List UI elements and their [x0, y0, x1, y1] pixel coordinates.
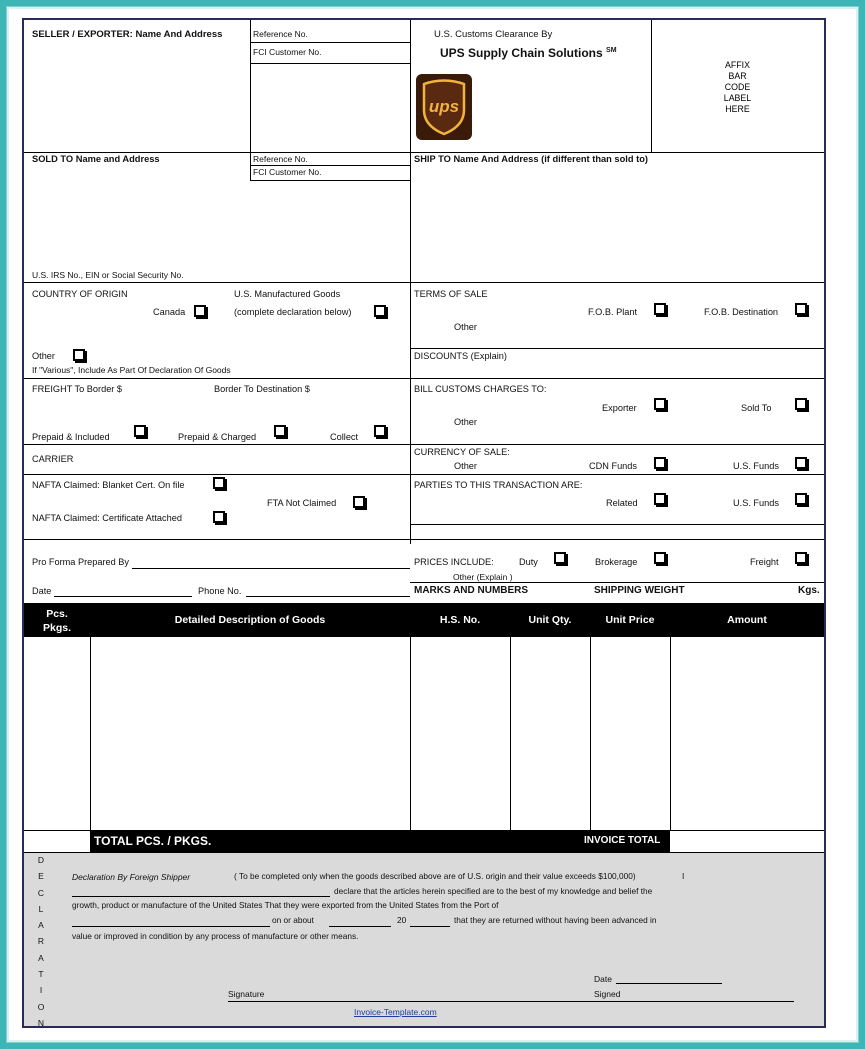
- divider: [250, 20, 251, 152]
- origin-various-note: If "Various", Include As Part Of Declaration Of Goods: [32, 365, 231, 375]
- prices-include-label: PRICES INCLUDE:: [414, 557, 494, 567]
- vertical-letter: C: [37, 887, 45, 898]
- unit-qty-header: Unit Qty.: [528, 614, 572, 626]
- currency-other-label: Other: [454, 461, 477, 471]
- footer-link[interactable]: Invoice-Template.com: [354, 1007, 437, 1017]
- signature-line[interactable]: [228, 1001, 794, 1002]
- freight-checkbox[interactable]: [795, 552, 807, 564]
- ups-logo-icon: [416, 74, 472, 140]
- parties-label: PARTIES TO THIS TRANSACTION ARE:: [414, 480, 583, 490]
- ups-logo-text: ups: [428, 97, 460, 116]
- bill-exporter-label: Exporter: [602, 403, 637, 413]
- column-divider: [510, 637, 511, 830]
- seller-label: SELLER / EXPORTER: Name And Address: [32, 29, 223, 40]
- duty-label: Duty: [519, 557, 538, 567]
- divider: [250, 180, 410, 181]
- border-destination-label: Border To Destination $: [214, 384, 310, 394]
- declaration-title: Declaration By Foreign Shipper: [72, 872, 191, 882]
- vertical-letter: D: [37, 855, 45, 865]
- proforma-phone-label: Phone No.: [198, 586, 242, 596]
- fob-plant-checkbox[interactable]: [654, 303, 666, 315]
- us-funds-checkbox[interactable]: [795, 457, 807, 469]
- nafta-blanket-checkbox[interactable]: [213, 477, 225, 489]
- proforma-phone-line[interactable]: [246, 596, 410, 597]
- seller-fci-label: FCI Customer No.: [253, 47, 322, 57]
- currency-label: CURRENCY OF SALE:: [414, 447, 510, 457]
- column-divider: [590, 637, 591, 830]
- divider: [24, 539, 824, 540]
- invoice-total-label: INVOICE TOTAL: [584, 835, 661, 846]
- proforma-date-line[interactable]: [54, 596, 192, 597]
- us-goods-checkbox[interactable]: [374, 305, 386, 317]
- canada-label: Canada: [153, 307, 186, 317]
- divider: [410, 348, 824, 349]
- freight-label: Freight: [750, 557, 779, 567]
- declaration-date-label: Date: [594, 974, 612, 984]
- barcode-line: CODE: [724, 82, 751, 92]
- proforma-date-label: Date: [32, 586, 52, 596]
- parties-us-funds-label: U.S. Funds: [733, 498, 779, 508]
- terms-label: TERMS OF SALE: [414, 289, 488, 299]
- divider: [410, 582, 824, 583]
- total-bar: [90, 830, 670, 852]
- divider: [250, 165, 410, 166]
- prepaid-charged-checkbox[interactable]: [274, 425, 286, 437]
- divider: [250, 152, 251, 181]
- declaration-line4: value or improved in condition by any process of manufacture or other means.: [72, 931, 359, 941]
- divider: [410, 524, 824, 525]
- barcode-line: AFFIX: [725, 60, 750, 70]
- vertical-letter: T: [38, 969, 44, 980]
- on-or-about-label: on or about: [272, 915, 314, 925]
- ups-company-name: [440, 46, 617, 60]
- bill-sold-to-checkbox[interactable]: [795, 398, 807, 410]
- total-pcs-label: TOTAL PCS. / PKGS.: [94, 834, 212, 848]
- vertical-letter: A: [38, 920, 44, 931]
- declaration-i: I: [682, 871, 685, 881]
- column-divider: [410, 637, 411, 830]
- shipping-weight-label: SHIPPING WEIGHT: [594, 585, 685, 596]
- declaration-date-line[interactable]: [616, 983, 722, 984]
- vertical-letter: R: [37, 936, 45, 947]
- us-goods-label: U.S. Manufactured Goods: [234, 289, 341, 299]
- nafta-cert-label: NAFTA Claimed: Certificate Attached: [32, 513, 182, 523]
- declaration-line1: declare that the articles herein specified are to the best of my knowledge and belief the: [334, 886, 653, 896]
- bill-customs-label: BILL CUSTOMS CHARGES TO:: [414, 384, 547, 394]
- barcode-line: LABEL: [723, 93, 752, 103]
- vertical-letter: L: [38, 903, 44, 914]
- service-mark: SM: [606, 47, 617, 54]
- prepaid-included-checkbox[interactable]: [134, 425, 146, 437]
- prepaid-included-label: Prepaid & Included: [32, 432, 110, 442]
- us-funds-label: U.S. Funds: [733, 461, 779, 471]
- divider: [24, 444, 824, 445]
- collect-label: Collect: [330, 432, 359, 442]
- vertical-letter: I: [39, 985, 43, 996]
- vertical-letter: E: [38, 871, 44, 882]
- collect-checkbox[interactable]: [374, 425, 386, 437]
- column-divider: [90, 637, 91, 830]
- origin-other-checkbox[interactable]: [73, 349, 85, 361]
- canada-checkbox[interactable]: [194, 305, 206, 317]
- parties-us-funds-checkbox[interactable]: [795, 493, 807, 505]
- vertical-letter: A: [38, 952, 44, 963]
- declaration-line2: growth, product or manufacture of the United States That they were exported from the United States from the Port of: [72, 900, 499, 910]
- carrier-label: CARRIER: [32, 454, 74, 464]
- description-header: Detailed Description of Goods: [174, 614, 326, 626]
- signature-label: Signature: [228, 989, 265, 999]
- declaration-vertical-label: [36, 852, 46, 1031]
- declaration-note: ( To be completed only when the goods described above are of U.S. origin and their value exceeds $100,000): [234, 871, 636, 881]
- divider: [250, 42, 410, 43]
- barcode-placeholder: [651, 60, 824, 115]
- fta-not-claimed-label: FTA Not Claimed: [267, 498, 337, 508]
- divider: [24, 152, 824, 153]
- fob-destination-checkbox[interactable]: [795, 303, 807, 315]
- goods-table-header: [24, 603, 824, 637]
- fob-destination-label: F.O.B. Destination: [704, 307, 779, 317]
- origin-other-label: Other: [32, 351, 55, 361]
- brokerage-checkbox[interactable]: [654, 552, 666, 564]
- barcode-line: BAR: [728, 71, 747, 81]
- brokerage-label: Brokerage: [595, 557, 638, 567]
- prices-other-label: Other (Explain ): [453, 572, 513, 582]
- hs-header: H.S. No.: [439, 614, 481, 626]
- declaration-returned: that they are returned without having been advanced in: [454, 915, 657, 925]
- fta-not-claimed-checkbox[interactable]: [353, 496, 365, 508]
- pkgs-header: Pkgs.: [42, 622, 71, 634]
- irs-number-label: U.S. IRS No., EIN or Social Security No.: [32, 270, 184, 280]
- invoice-sheet: [22, 18, 826, 1028]
- vertical-letter: O: [37, 1001, 45, 1012]
- ship-to-label: SHIP TO Name And Address (if different than sold to): [414, 154, 648, 164]
- cdn-funds-checkbox[interactable]: [654, 457, 666, 469]
- amount-header: Amount: [727, 614, 767, 626]
- ups-company-text: UPS Supply Chain Solutions: [440, 46, 603, 60]
- divider: [24, 282, 824, 283]
- divider: [24, 378, 824, 379]
- duty-checkbox[interactable]: [554, 552, 566, 564]
- nafta-cert-checkbox[interactable]: [213, 511, 225, 523]
- customs-clearance-label: U.S. Customs Clearance By: [434, 29, 553, 40]
- date-line[interactable]: [329, 926, 391, 927]
- us-goods-note: (complete declaration below): [234, 307, 352, 317]
- related-label: Related: [606, 498, 638, 508]
- nafta-blanket-label: NAFTA Claimed: Blanket Cert. On file: [32, 480, 185, 490]
- declarant-name-line[interactable]: [72, 896, 330, 897]
- terms-other-label: Other: [454, 322, 477, 332]
- divider: [250, 63, 410, 64]
- proforma-prepared-label: Pro Forma Prepared By: [32, 557, 130, 567]
- discounts-label: DISCOUNTS (Explain): [414, 351, 507, 361]
- vertical-letter: N: [37, 1017, 45, 1028]
- proforma-prepared-line[interactable]: [132, 568, 410, 569]
- freight-border-label: FREIGHT To Border $: [32, 384, 123, 394]
- bill-sold-to-label: Sold To: [741, 403, 772, 413]
- sold-reference-label: Reference No.: [253, 154, 308, 164]
- bill-exporter-checkbox[interactable]: [654, 398, 666, 410]
- bill-other-label: Other: [454, 417, 477, 427]
- year-prefix-label: 20: [397, 915, 407, 925]
- origin-label: COUNTRY OF ORIGIN: [32, 289, 128, 299]
- column-divider: [670, 637, 671, 830]
- pcs-header: Pcs.: [46, 608, 68, 620]
- year-line[interactable]: [410, 926, 450, 927]
- seller-reference-label: Reference No.: [253, 29, 308, 39]
- prepaid-charged-label: Prepaid & Charged: [178, 432, 257, 442]
- related-checkbox[interactable]: [654, 493, 666, 505]
- marks-label: MARKS AND NUMBERS: [414, 585, 529, 596]
- port-line[interactable]: [72, 926, 270, 927]
- barcode-line: HERE: [725, 104, 750, 114]
- fob-plant-label: F.O.B. Plant: [588, 307, 638, 317]
- cdn-funds-label: CDN Funds: [589, 461, 637, 471]
- sold-fci-label: FCI Customer No.: [253, 167, 322, 177]
- unit-price-header: Unit Price: [605, 614, 655, 626]
- divider: [24, 474, 824, 475]
- signed-label: Signed: [594, 989, 621, 999]
- sold-to-label: SOLD TO Name and Address: [32, 154, 160, 164]
- kgs-label: Kgs.: [798, 585, 820, 596]
